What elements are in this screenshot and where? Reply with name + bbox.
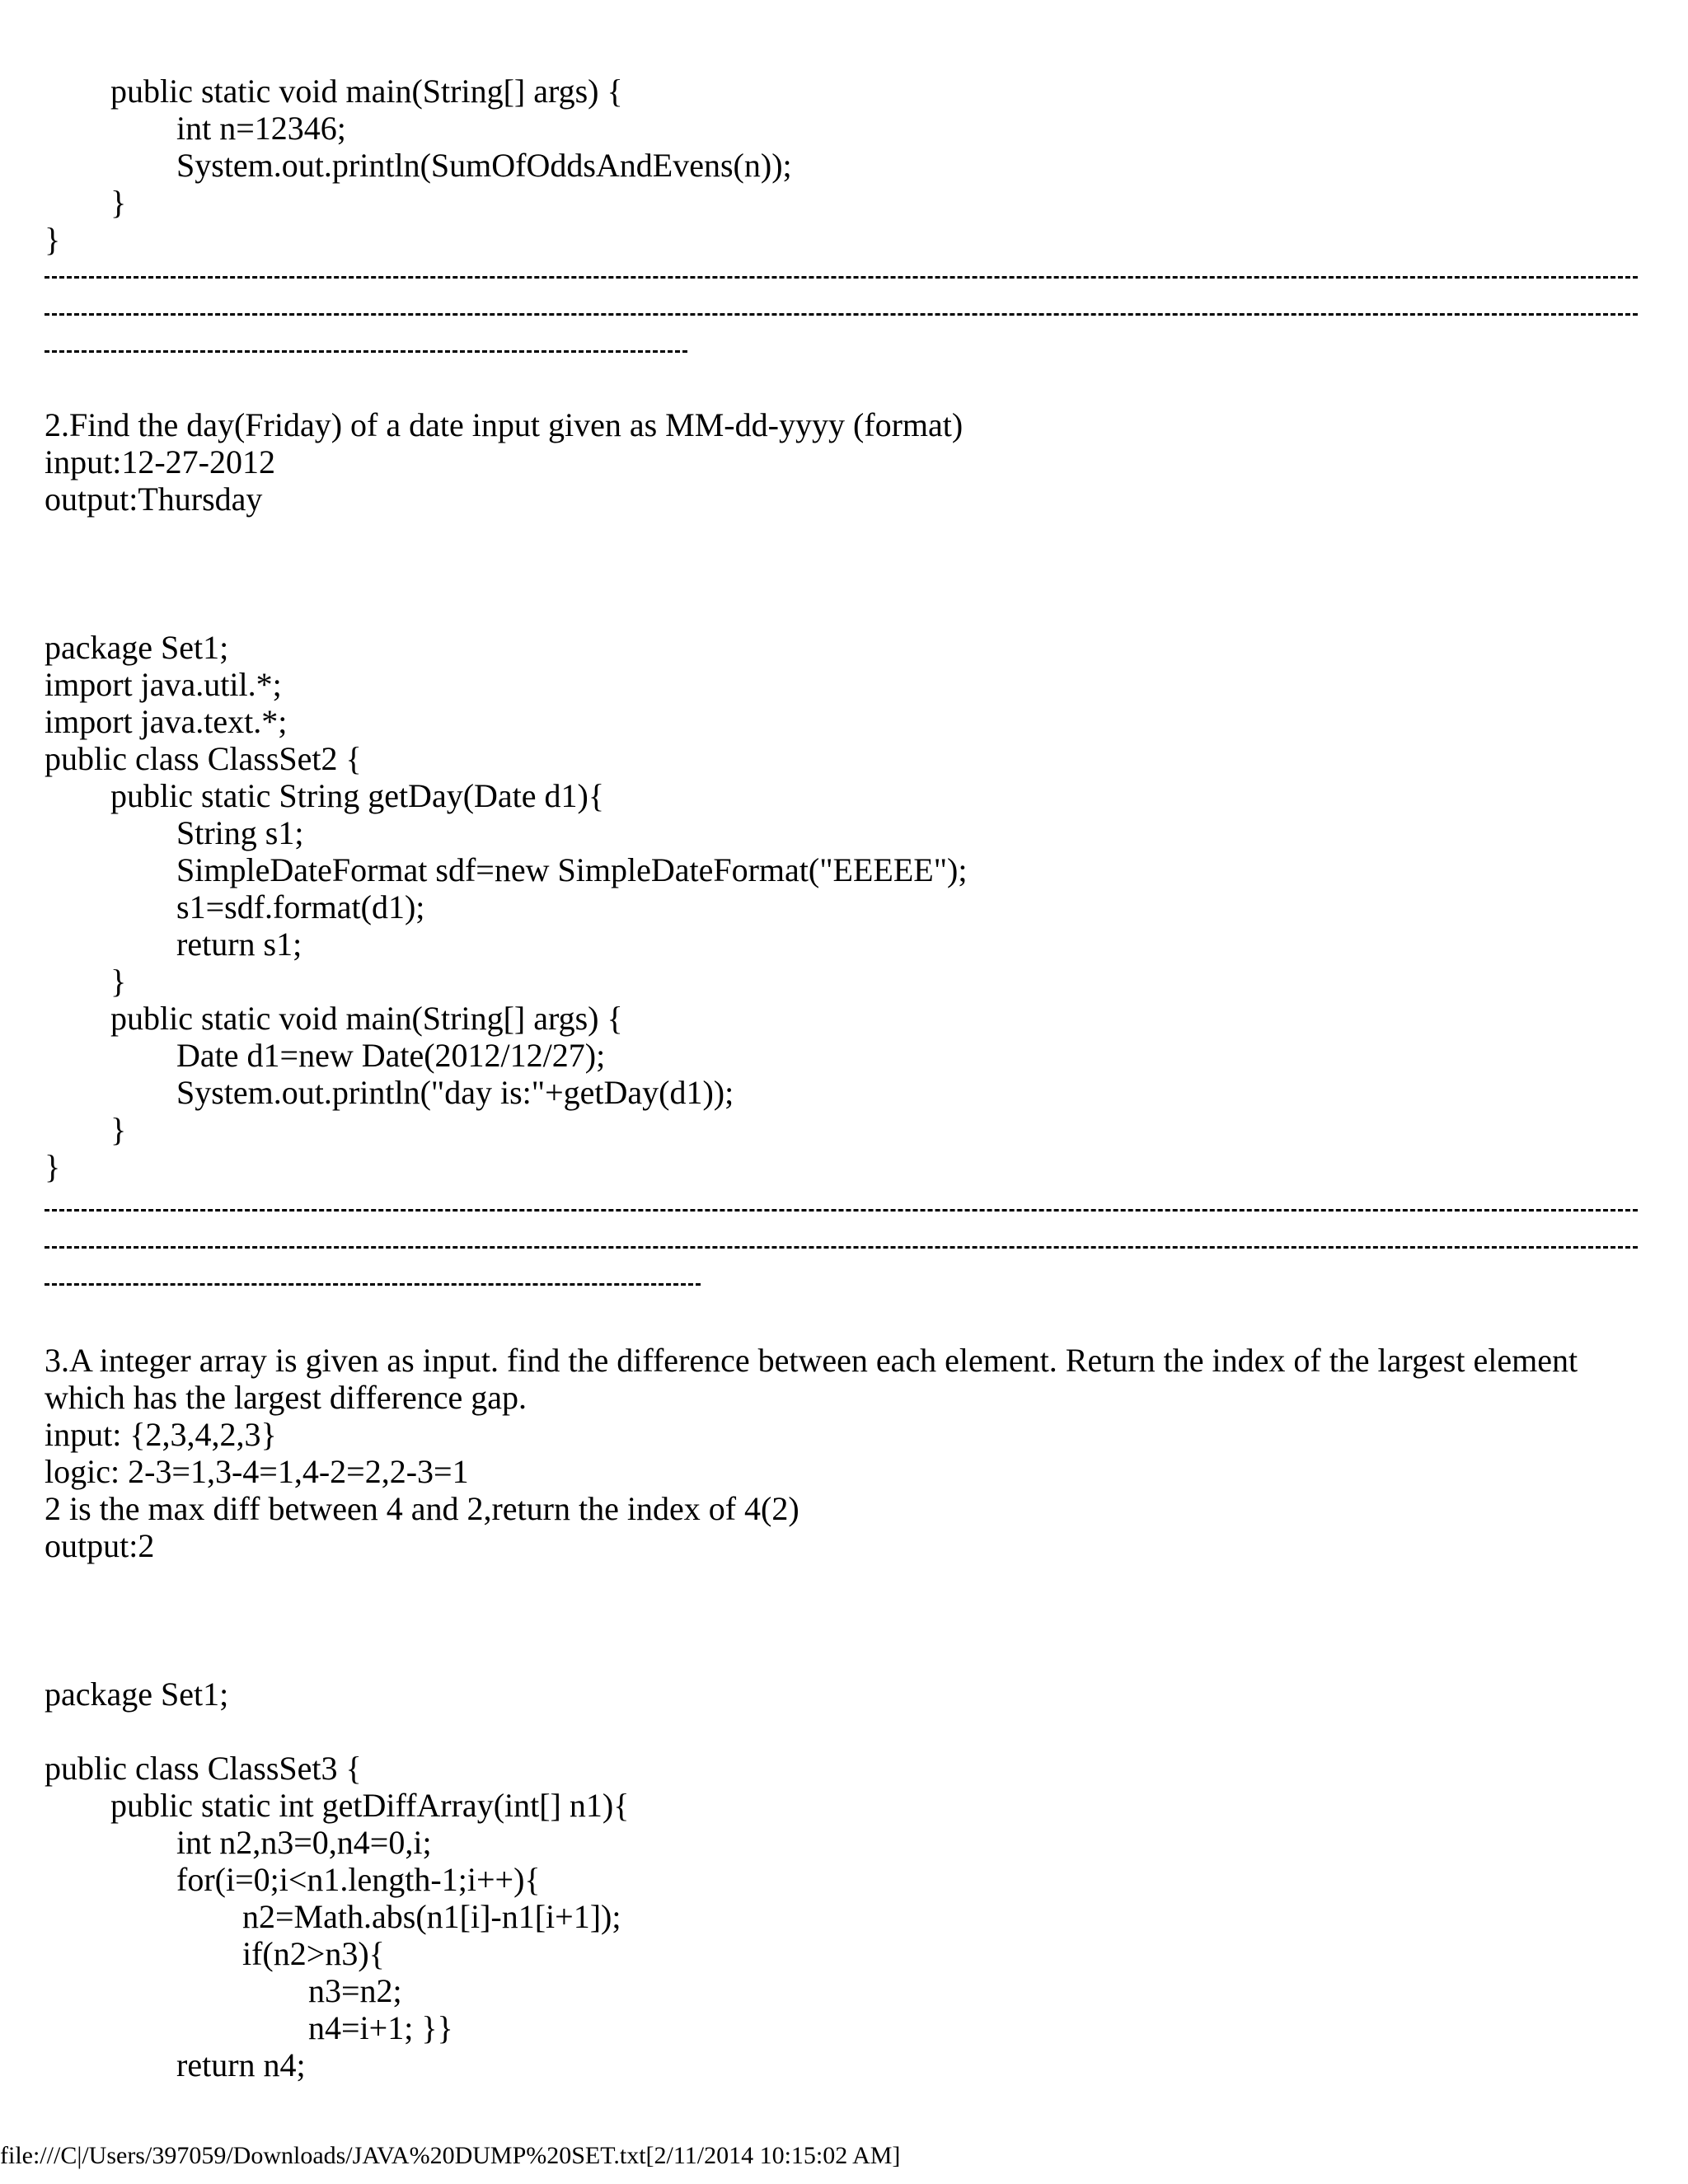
code-line: } (110, 963, 127, 1000)
question-logic: logic: 2-3=1,3-4=1,4-2=2,2-3=1 (45, 1453, 469, 1490)
code-line: return s1; (176, 926, 302, 963)
separator-line (45, 1246, 1638, 1249)
code-line: for(i=0;i<n1.length-1;i++){ (176, 1861, 541, 1898)
code-line: Date d1=new Date(2012/12/27); (176, 1037, 606, 1074)
question-output: output:Thursday (45, 480, 263, 518)
code-line: package Set1; (45, 1675, 229, 1713)
code-line: String s1; (176, 814, 304, 851)
code-line: System.out.println(SumOfOddsAndEvens(n)); (176, 147, 792, 184)
code-line: SimpleDateFormat sdf=new SimpleDateFormat("EEEEE"); (176, 851, 968, 888)
separator-line (45, 350, 687, 353)
question-title: 2.Find the day(Friday) of a date input given as MM-dd-yyyy (format) (45, 406, 964, 443)
page-footer-url: file:///C|/Users/397059/Downloads/JAVA%20DUMP%20SET.txt[2/11/2014 10:15:02 AM] (0, 2142, 901, 2169)
separator-line (45, 313, 1638, 316)
question-title: which has the largest difference gap. (45, 1379, 527, 1416)
code-line: int n=12346; (176, 110, 346, 147)
code-line: public static int getDiffArray(int[] n1){ (110, 1787, 630, 1824)
code-line: n4=i+1; }} (308, 2009, 453, 2046)
code-line: public static String getDay(Date d1){ (110, 777, 605, 814)
question-output: output:2 (45, 1527, 155, 1564)
separator-line (45, 1283, 701, 1286)
code-line: int n2,n3=0,n4=0,i; (176, 1824, 432, 1861)
code-line: } (45, 221, 61, 258)
code-line: } (45, 1148, 61, 1185)
code-line: public class ClassSet3 { (45, 1750, 362, 1787)
code-line: package Set1; (45, 629, 229, 666)
code-line: return n4; (176, 2046, 306, 2083)
code-line: } (110, 184, 127, 221)
code-line: } (110, 1111, 127, 1148)
code-line: n2=Math.abs(n1[i]-n1[i+1]); (242, 1898, 621, 1935)
code-line: import java.text.*; (45, 703, 288, 740)
code-line: public static void main(String[] args) { (110, 73, 623, 110)
question-title: 3.A integer array is given as input. find the difference between each element. Return the index of the largest element (45, 1342, 1578, 1379)
code-line: public class ClassSet2 { (45, 740, 362, 777)
code-line: import java.util.*; (45, 666, 282, 703)
code-line: System.out.println("day is:"+getDay(d1)); (176, 1074, 734, 1111)
code-line: public static void main(String[] args) { (110, 1000, 623, 1037)
code-line: n3=n2; (308, 1972, 402, 2009)
code-line: s1=sdf.format(d1); (176, 888, 425, 926)
separator-line (45, 276, 1638, 279)
separator-line (45, 1209, 1638, 1212)
code-line: if(n2>n3){ (242, 1935, 385, 1972)
question-explanation: 2 is the max diff between 4 and 2,return the index of 4(2) (45, 1490, 799, 1527)
question-input: input: {2,3,4,2,3} (45, 1416, 277, 1453)
question-input: input:12-27-2012 (45, 443, 275, 480)
